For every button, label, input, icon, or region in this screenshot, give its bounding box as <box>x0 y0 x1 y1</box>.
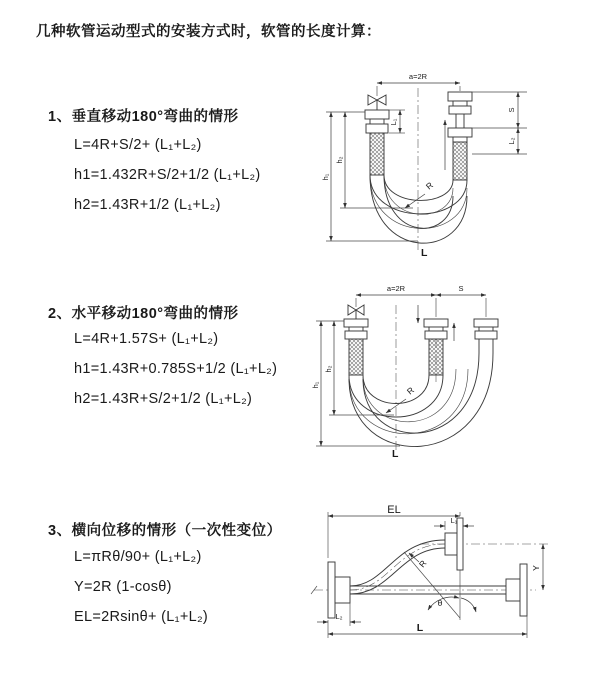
length-label: L <box>392 448 399 460</box>
theta-diagonal-line <box>404 552 460 618</box>
fitting-top-dimension-label: L₁ <box>450 516 458 525</box>
vertical-180-bend-diagram <box>315 70 575 262</box>
section-1-formula-h1: h1=1.432R+S/2+1/2 (L₁+L₂) <box>74 167 261 183</box>
radius-label: R <box>404 384 416 397</box>
travel-dimension-label: S <box>458 284 464 293</box>
valve-icon <box>368 95 386 110</box>
fitting-left-dimension-label: L₁ <box>389 118 398 126</box>
left-fitting <box>365 110 389 133</box>
height-outer-dimension-label: h₁ <box>311 381 320 389</box>
section-3-formula-Y: Y=2R (1-cosθ) <box>74 579 172 595</box>
radius-label: R <box>423 179 435 192</box>
section-1-formula-L: L=4R+S/2+ (L₁+L₂) <box>74 137 202 153</box>
travel-dimension-label: S <box>507 107 516 113</box>
page-title: 几种软管运动型式的安装方式时，软管的长度计算： <box>36 24 381 40</box>
length-label: L <box>421 247 428 259</box>
section-2-formula-L: L=4R+1.57S+ (L₁+L₂) <box>74 331 219 347</box>
offset-dimension-label: Y <box>531 565 541 571</box>
valve-icon <box>348 305 364 319</box>
horizontal-180-bend-diagram <box>308 283 593 461</box>
height-inner-dimension-label: h₂ <box>324 365 333 373</box>
right-flange <box>506 564 527 616</box>
left-braided-hose-section <box>370 133 384 175</box>
left-fitting <box>344 319 368 339</box>
section-2-formula-h2: h2=1.43R+S/2+1/2 (L₁+L₂) <box>74 391 253 407</box>
span-dimension-label: a=2R <box>408 72 428 81</box>
right-fitting-lower <box>448 128 472 142</box>
section-2-heading: 2、水平移动180°弯曲的情形 <box>48 306 239 322</box>
span-dimension-label: a=2R <box>386 284 406 293</box>
section-3-formula-L: L=πRθ/90+ (L₁+L₂) <box>74 549 202 565</box>
radius-leader-arrow <box>405 194 425 208</box>
section-2-formula-h1: h1=1.43R+0.785S+1/2 (L₁+L₂) <box>74 361 278 377</box>
section-1-heading: 1、垂直移动180°弯曲的情形 <box>48 109 239 125</box>
section-1-formula-h2: h2=1.43R+1/2 (L₁+L₂) <box>74 197 221 213</box>
radius-label: R <box>416 558 429 570</box>
height-outer-dimension-label: h₁ <box>321 173 330 181</box>
left-flange <box>328 562 350 618</box>
hose-u-bend <box>370 175 467 243</box>
right-braided-hose-section <box>453 142 467 180</box>
section-3-heading: 3、横向位移的情形（一次性变位） <box>48 523 282 539</box>
left-braided-hose-section <box>349 339 363 375</box>
lateral-displacement-diagram <box>300 502 595 660</box>
extended-length-label: EL <box>387 504 401 516</box>
fitting-right-dimension-label: L₂ <box>507 137 516 145</box>
height-inner-dimension-label: h₂ <box>335 156 344 164</box>
hose-u-bend <box>349 353 493 447</box>
displaced-flange <box>445 518 463 570</box>
fitting-bottom-dimension-label: L₂ <box>335 612 343 621</box>
middle-braided-hose-section <box>429 339 443 375</box>
theta-arc-right <box>461 598 476 612</box>
middle-fitting <box>424 319 448 339</box>
section-3-formula-EL: EL=2Rsinθ+ (L₁+L₂) <box>74 609 209 625</box>
right-fitting-upper <box>448 92 472 114</box>
angle-label: θ <box>437 598 443 608</box>
length-label: L <box>416 622 424 634</box>
right-fitting <box>474 319 498 339</box>
